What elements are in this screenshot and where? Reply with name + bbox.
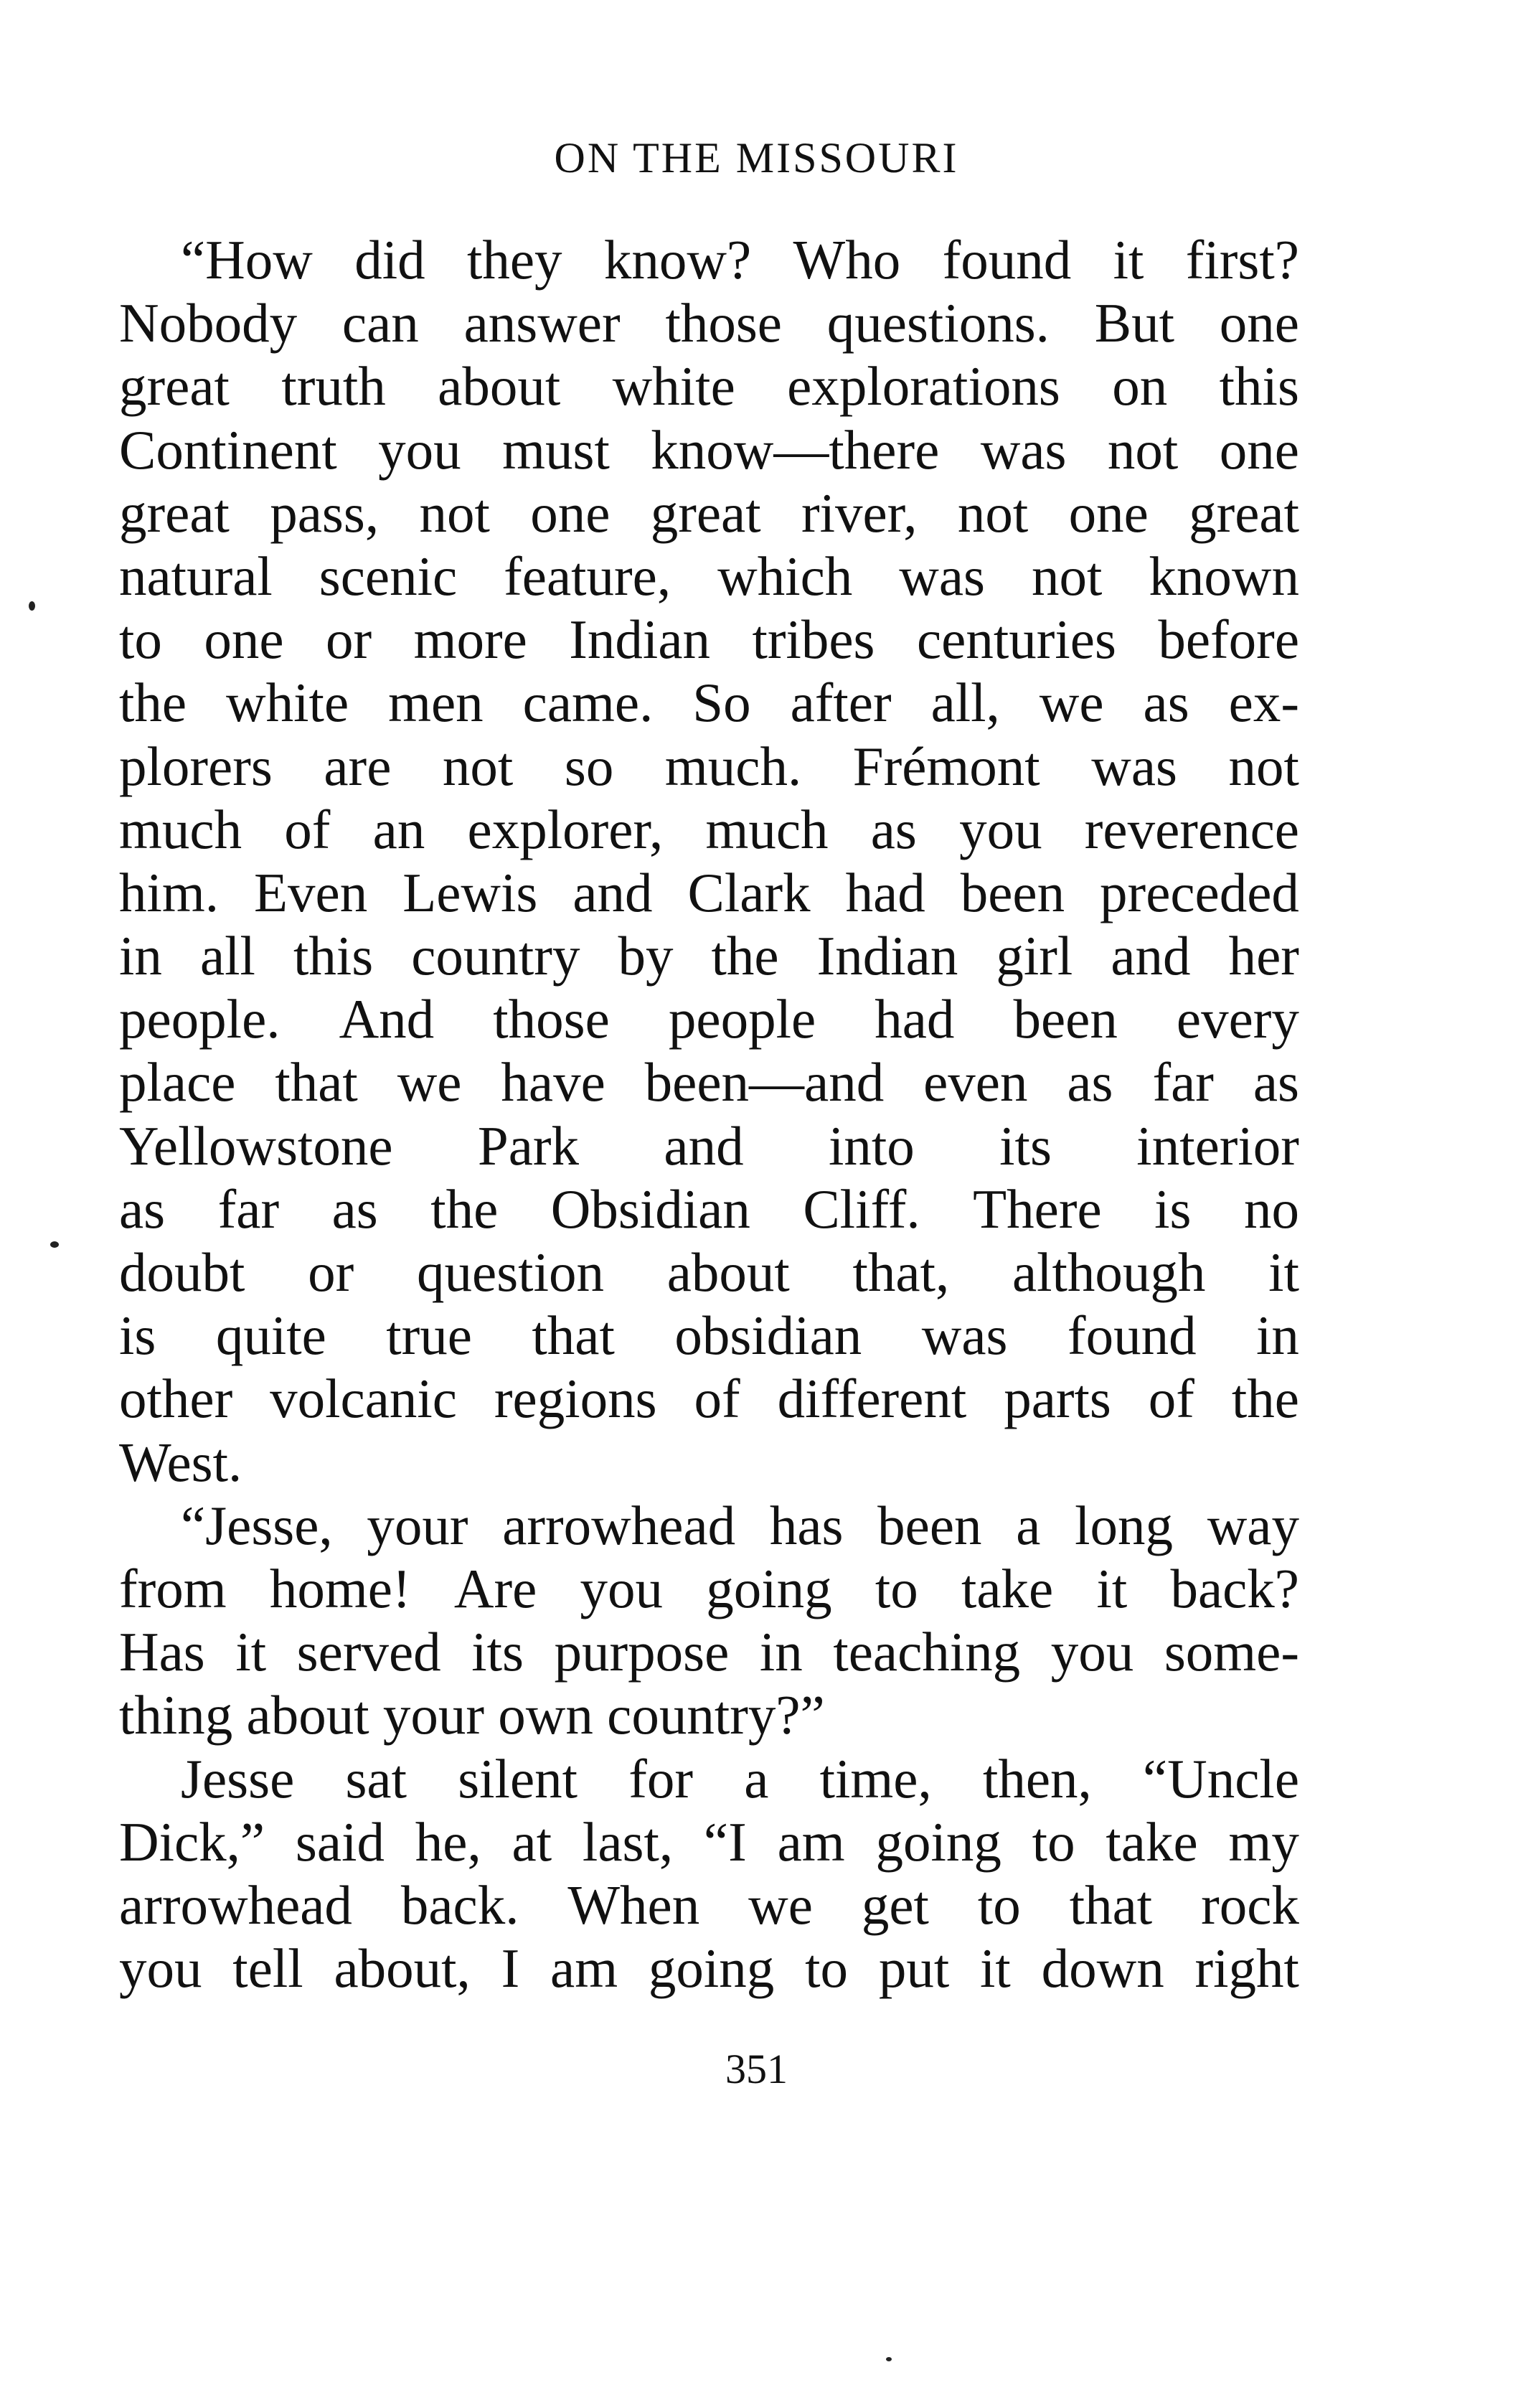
word: Yellowstone [119, 1114, 393, 1177]
word: a [1016, 1494, 1041, 1556]
word: not [1228, 735, 1299, 797]
word: about, [334, 1937, 471, 2000]
word: West. [119, 1431, 242, 1493]
word: ex- [1228, 672, 1299, 734]
word: preceded [1100, 861, 1299, 923]
print-speck [29, 601, 35, 611]
text-line [119, 1747, 1299, 1810]
word: other [119, 1368, 233, 1430]
word: as [1143, 672, 1189, 734]
word: Nobody [119, 292, 298, 354]
word: Jesse [181, 1747, 295, 1810]
word: “How [181, 229, 313, 291]
text-line [119, 354, 1299, 418]
text-line [119, 861, 1299, 924]
word: doubt [119, 1241, 245, 1303]
word: although [1012, 1241, 1206, 1303]
word: white [612, 355, 735, 418]
word: one [1068, 481, 1149, 544]
word: to [119, 608, 162, 671]
word: you [580, 1557, 663, 1619]
word: its [471, 1621, 524, 1683]
word: There [973, 1177, 1102, 1240]
word: it [235, 1621, 267, 1683]
text-line [119, 1431, 1299, 1494]
word: truth [281, 355, 386, 418]
word: going [875, 1810, 1001, 1873]
word: it [1268, 1241, 1299, 1303]
word: all, [930, 672, 1000, 734]
word: been [960, 861, 1065, 923]
word: right [1194, 1937, 1299, 2000]
word: own [498, 1684, 608, 1746]
word: said [295, 1810, 385, 1873]
word: Obsidian [550, 1177, 750, 1240]
word: volcanic [270, 1368, 457, 1430]
word: of [1148, 1368, 1194, 1430]
word: was [1091, 735, 1177, 797]
word: purpose [554, 1621, 730, 1683]
word: been—and [644, 1051, 885, 1114]
print-speck [50, 1241, 59, 1248]
word: tribes [752, 608, 875, 671]
word: found [942, 229, 1072, 291]
word: far [1152, 1051, 1214, 1114]
word: about [438, 355, 561, 418]
text-line [119, 291, 1299, 354]
text-line [119, 228, 1299, 291]
text-line [119, 798, 1299, 861]
word: country?” [607, 1684, 825, 1746]
word: time, [819, 1747, 932, 1810]
word: or [326, 608, 372, 671]
word: are [324, 735, 392, 797]
word: before [1158, 608, 1299, 671]
word: from [119, 1557, 227, 1619]
text-line [119, 1873, 1299, 1937]
word: it [1096, 1557, 1128, 1619]
word: not [442, 735, 514, 797]
word: every [1176, 988, 1299, 1050]
word: all [199, 925, 255, 987]
word: this [293, 925, 374, 987]
word: sat [345, 1747, 407, 1810]
word: silent [458, 1747, 578, 1810]
word: you [378, 418, 461, 481]
word: which [717, 545, 853, 607]
word: as [1067, 1051, 1113, 1114]
print-speck [886, 2357, 892, 2361]
word: to [805, 1937, 849, 2000]
word: those [493, 988, 610, 1050]
word: river, [801, 481, 918, 544]
word: as [331, 1177, 378, 1240]
text-line [119, 1304, 1299, 1367]
word: even [923, 1051, 1028, 1114]
word: get [861, 1873, 929, 1936]
word: white [226, 672, 349, 734]
word: great [119, 481, 230, 544]
word: we [397, 1051, 462, 1114]
text-line [119, 671, 1299, 734]
word: arrowhead [119, 1873, 352, 1936]
word: much [119, 798, 242, 860]
word: people [668, 988, 816, 1050]
word: was [921, 1304, 1008, 1367]
word: he, [415, 1810, 481, 1873]
word: put [878, 1937, 950, 2000]
word: was [899, 545, 986, 607]
word: centuries [916, 608, 1116, 671]
word: But [1094, 292, 1174, 354]
word: to [1032, 1810, 1075, 1873]
word: take [961, 1557, 1054, 1619]
word: back? [1170, 1557, 1299, 1619]
word: plorers [119, 735, 273, 797]
word: not [419, 481, 490, 544]
word: the [430, 1177, 499, 1240]
word: after [790, 672, 892, 734]
word: about [246, 1684, 383, 1746]
text-line [119, 1114, 1299, 1177]
word: Indian [569, 608, 710, 671]
text-line [119, 1683, 1299, 1746]
word: questions. [826, 292, 1050, 354]
word: her [1228, 925, 1299, 987]
word: people. [119, 988, 281, 1050]
word: Cliff. [803, 1177, 920, 1240]
word: know? [603, 229, 752, 291]
text-line [119, 1620, 1299, 1683]
word: came. [522, 672, 654, 734]
word: about [666, 1241, 790, 1303]
word: down [1041, 1937, 1164, 2000]
word: had [875, 988, 955, 1050]
word: did [354, 229, 425, 291]
word: some- [1164, 1621, 1299, 1683]
body-text [119, 228, 1299, 2000]
word: scenic [319, 545, 458, 607]
word: “Uncle [1142, 1747, 1299, 1810]
word: men [388, 672, 484, 734]
word: and [664, 1114, 744, 1177]
word: so [564, 735, 614, 797]
word: your [382, 1684, 499, 1746]
text-line [119, 924, 1299, 987]
word: we [748, 1873, 813, 1936]
word: in [119, 925, 162, 987]
word: him. [119, 861, 220, 923]
word: at [512, 1810, 552, 1873]
word: must [502, 418, 610, 481]
word: you [1050, 1621, 1134, 1683]
word: explorer, [467, 798, 664, 860]
word: interior [1136, 1114, 1299, 1177]
running-head: ON THE MISSOURI [554, 134, 959, 182]
word: great [1189, 481, 1299, 544]
word: that, [852, 1241, 950, 1303]
word: am [777, 1810, 845, 1873]
word: you [959, 798, 1042, 860]
text-line [119, 735, 1299, 798]
word: feature, [504, 545, 671, 607]
word: known [1149, 545, 1299, 607]
word: natural [119, 545, 273, 607]
word: take [1106, 1810, 1198, 1873]
word: Lewis [402, 861, 538, 923]
word: one [1219, 292, 1299, 354]
word: is [1154, 1177, 1192, 1240]
word: a [744, 1747, 769, 1810]
word: one [204, 608, 284, 671]
word: as [870, 798, 917, 860]
word: into [828, 1114, 915, 1177]
word: quite [215, 1304, 326, 1367]
word: explorations [787, 355, 1060, 418]
word: to [875, 1557, 918, 1619]
word: Continent [119, 418, 337, 481]
word: first? [1185, 229, 1299, 291]
word: great [119, 355, 230, 418]
word: on [1112, 355, 1168, 418]
word: last, [582, 1810, 674, 1873]
word: girl [996, 925, 1073, 987]
word: the [711, 925, 779, 987]
text-line [119, 1937, 1299, 2000]
word: had [845, 861, 925, 923]
word: When [567, 1873, 700, 1936]
word: rock [1201, 1873, 1299, 1936]
text-line [119, 418, 1299, 481]
word: no [1243, 1177, 1299, 1240]
text-line [119, 1810, 1299, 1873]
text-line [119, 481, 1299, 545]
text-line [119, 545, 1299, 608]
word: much [705, 798, 829, 860]
word: an [372, 798, 425, 860]
text-line [119, 1494, 1299, 1557]
word: long [1075, 1494, 1173, 1556]
word: far [217, 1177, 280, 1240]
word: has [769, 1494, 844, 1556]
word: And [339, 988, 435, 1050]
word: or [308, 1241, 354, 1303]
word: its [999, 1114, 1052, 1177]
word: as [119, 1177, 166, 1240]
text-line [119, 608, 1299, 671]
text-line [119, 987, 1299, 1050]
word: for [628, 1747, 694, 1810]
word: am [550, 1937, 618, 2000]
word: Clark [687, 861, 811, 923]
text-line [119, 1050, 1299, 1114]
word: country [411, 925, 580, 987]
word: been [1013, 988, 1118, 1050]
word: teaching [833, 1621, 1021, 1683]
word: those [665, 292, 782, 354]
word: home! [269, 1557, 411, 1619]
word: going [648, 1937, 775, 2000]
word: one [530, 481, 611, 544]
word: it [1113, 229, 1144, 291]
word: pass, [270, 481, 380, 544]
word: in [1256, 1304, 1299, 1367]
word: Are [453, 1557, 537, 1619]
word: not [1032, 545, 1103, 607]
word: it [980, 1937, 1011, 2000]
word: more [413, 608, 527, 671]
word: arrowhead [502, 1494, 736, 1556]
word: you [119, 1937, 202, 2000]
word: not [957, 481, 1029, 544]
word: my [1228, 1810, 1299, 1873]
word: parts [1004, 1368, 1111, 1430]
word: Frémont [852, 735, 1040, 797]
text-line [119, 1367, 1299, 1430]
word: way [1207, 1494, 1299, 1556]
text-line [119, 1177, 1299, 1241]
word: is [119, 1304, 156, 1367]
word: Indian [816, 925, 958, 987]
word: was [980, 418, 1067, 481]
word: then, [982, 1747, 1092, 1810]
word: can [341, 292, 419, 354]
word: tell [232, 1937, 303, 2000]
word: of [694, 1368, 740, 1430]
word: to [977, 1873, 1021, 1936]
word: different [777, 1368, 967, 1430]
word: the [1231, 1368, 1299, 1430]
word: much. [664, 735, 802, 797]
word: that [532, 1304, 615, 1367]
word: have [501, 1051, 605, 1114]
word: been [877, 1494, 982, 1556]
word: regions [494, 1368, 657, 1430]
word: answer [463, 292, 621, 354]
word: they [466, 229, 562, 291]
word: that [275, 1051, 358, 1114]
word: back. [400, 1873, 519, 1936]
word: this [1219, 355, 1299, 418]
word: that [1069, 1873, 1153, 1936]
word: and [1111, 925, 1191, 987]
word: as [1253, 1051, 1299, 1114]
word: know—there [651, 418, 940, 481]
word: great [650, 481, 761, 544]
word: “Jesse, [181, 1494, 333, 1556]
word: Has [119, 1621, 205, 1683]
word: Even [254, 861, 368, 923]
word: the [119, 672, 187, 734]
word: question [417, 1241, 604, 1303]
word: Who [793, 229, 901, 291]
word: place [119, 1051, 236, 1114]
word: reverence [1084, 798, 1299, 860]
word: going [706, 1557, 832, 1619]
word: So [692, 672, 751, 734]
word: of [284, 798, 331, 860]
text-line [119, 1241, 1299, 1304]
page-number: 351 [725, 2046, 788, 2092]
word: one [1219, 418, 1299, 481]
word: and [572, 861, 653, 923]
word: Dick,” [119, 1810, 265, 1873]
word: found [1067, 1304, 1197, 1367]
word: I [501, 1937, 520, 2000]
word: thing [119, 1684, 247, 1746]
word: by [618, 925, 674, 987]
word: true [386, 1304, 472, 1367]
word: not [1107, 418, 1179, 481]
word: in [759, 1621, 803, 1683]
word: Park [477, 1114, 580, 1177]
word: obsidian [674, 1304, 862, 1367]
word: served [296, 1621, 441, 1683]
word: your [367, 1494, 468, 1556]
word: we [1039, 672, 1104, 734]
word: “I [703, 1810, 747, 1873]
text-line [119, 1557, 1299, 1620]
